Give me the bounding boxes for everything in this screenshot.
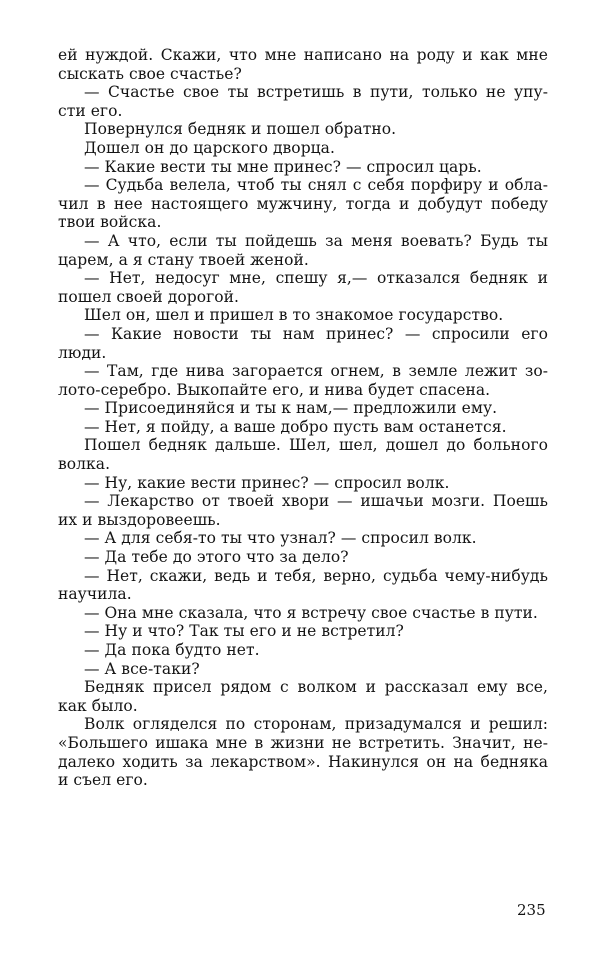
text-line: — Счастье свое ты встретишь в пути, только не упу- bbox=[84, 83, 548, 102]
page-text bbox=[58, 46, 548, 790]
text-line: люди. bbox=[58, 343, 107, 362]
text-line: сти его. bbox=[58, 101, 123, 120]
text-line: — Присоединяйся и ты к нам,— предложили ему. bbox=[84, 399, 498, 418]
text-line: твои войска. bbox=[58, 213, 162, 232]
text-line: — Ну, какие вести принес? — спросил волк. bbox=[84, 473, 450, 492]
text-line: Пошел бедняк дальше. Шел, шел, дошел до больного bbox=[84, 436, 548, 455]
text-line: Волк огляделся по сторонам, призадумался и решил: bbox=[84, 715, 548, 734]
text-line: «Большего ишака мне в жизни не встретить. Значит, не- bbox=[58, 733, 548, 752]
text-line: чил в нее настоящего мужчину, тогда и добудут победу bbox=[58, 194, 548, 213]
text-line: лото-серебро. Выкопайте его, и нива будет спасена. bbox=[58, 380, 491, 399]
text-line: — Ну и что? Так ты его и не встретил? bbox=[84, 622, 404, 641]
text-line: и съел его. bbox=[58, 771, 148, 790]
text-line: — Да пока будто нет. bbox=[84, 641, 260, 659]
text-line: — Какие вести ты мне принес? — спросил царь. bbox=[84, 157, 482, 176]
text-line: ей нуждой. Скажи, что мне написано на роду и как мне bbox=[58, 46, 548, 64]
text-line: — Судьба велела, чтоб ты снял с себя порфиру и обла- bbox=[84, 176, 548, 195]
text-line: как было. bbox=[58, 696, 138, 715]
text-line: царем, а я стану твоей женой. bbox=[58, 250, 309, 269]
text-line: — Лекарство от твоей хвори — ишачьи мозги. Поешь bbox=[84, 492, 548, 511]
text-line: — Она мне сказала, что я встречу свое счастье в пути. bbox=[84, 603, 538, 622]
text-line: — Нет, я пойду, а ваше добро пусть вам останется. bbox=[84, 417, 507, 436]
page-number: 235 bbox=[517, 901, 546, 919]
text-line: Дошел он до царского дворца. bbox=[84, 138, 335, 157]
text-line: Повернулся бедняк и пошел обратно. bbox=[84, 120, 397, 139]
text-line: — Да тебе до этого что за дело? bbox=[84, 548, 349, 567]
text-line: волка. bbox=[58, 455, 111, 474]
text-line: — А что, если ты пойдешь за меня воевать? Будь ты bbox=[84, 231, 548, 250]
text-line: пошел своей дорогой. bbox=[58, 287, 240, 306]
text-line: Бедняк присел рядом с волком и рассказал ему все, bbox=[84, 678, 548, 697]
text-line: научила. bbox=[58, 585, 132, 604]
text-line: — Там, где нива загорается огнем, в земле лежит зо- bbox=[84, 362, 548, 381]
text-line: — Нет, скажи, ведь и тебя, верно, судьба чему-нибудь bbox=[84, 566, 548, 585]
text-line: — А для себя-то ты что узнал? — спросил волк. bbox=[84, 529, 477, 548]
text-line: Шел он, шел и пришел в то знакомое государство. bbox=[84, 306, 504, 325]
text-line: их и выздоровеешь. bbox=[58, 510, 221, 529]
text-line: сыскать свое счастье? bbox=[58, 64, 242, 83]
text-line: — Нет, недосуг мне, спешу я,— отказался бедняк и bbox=[84, 269, 548, 288]
text-line: — Какие новости ты нам принес? — спросили его bbox=[84, 324, 548, 343]
text-line: — А все-таки? bbox=[84, 659, 200, 678]
text-line: далеко ходить за лекарством». Накинулся он на бедняка bbox=[58, 752, 548, 771]
